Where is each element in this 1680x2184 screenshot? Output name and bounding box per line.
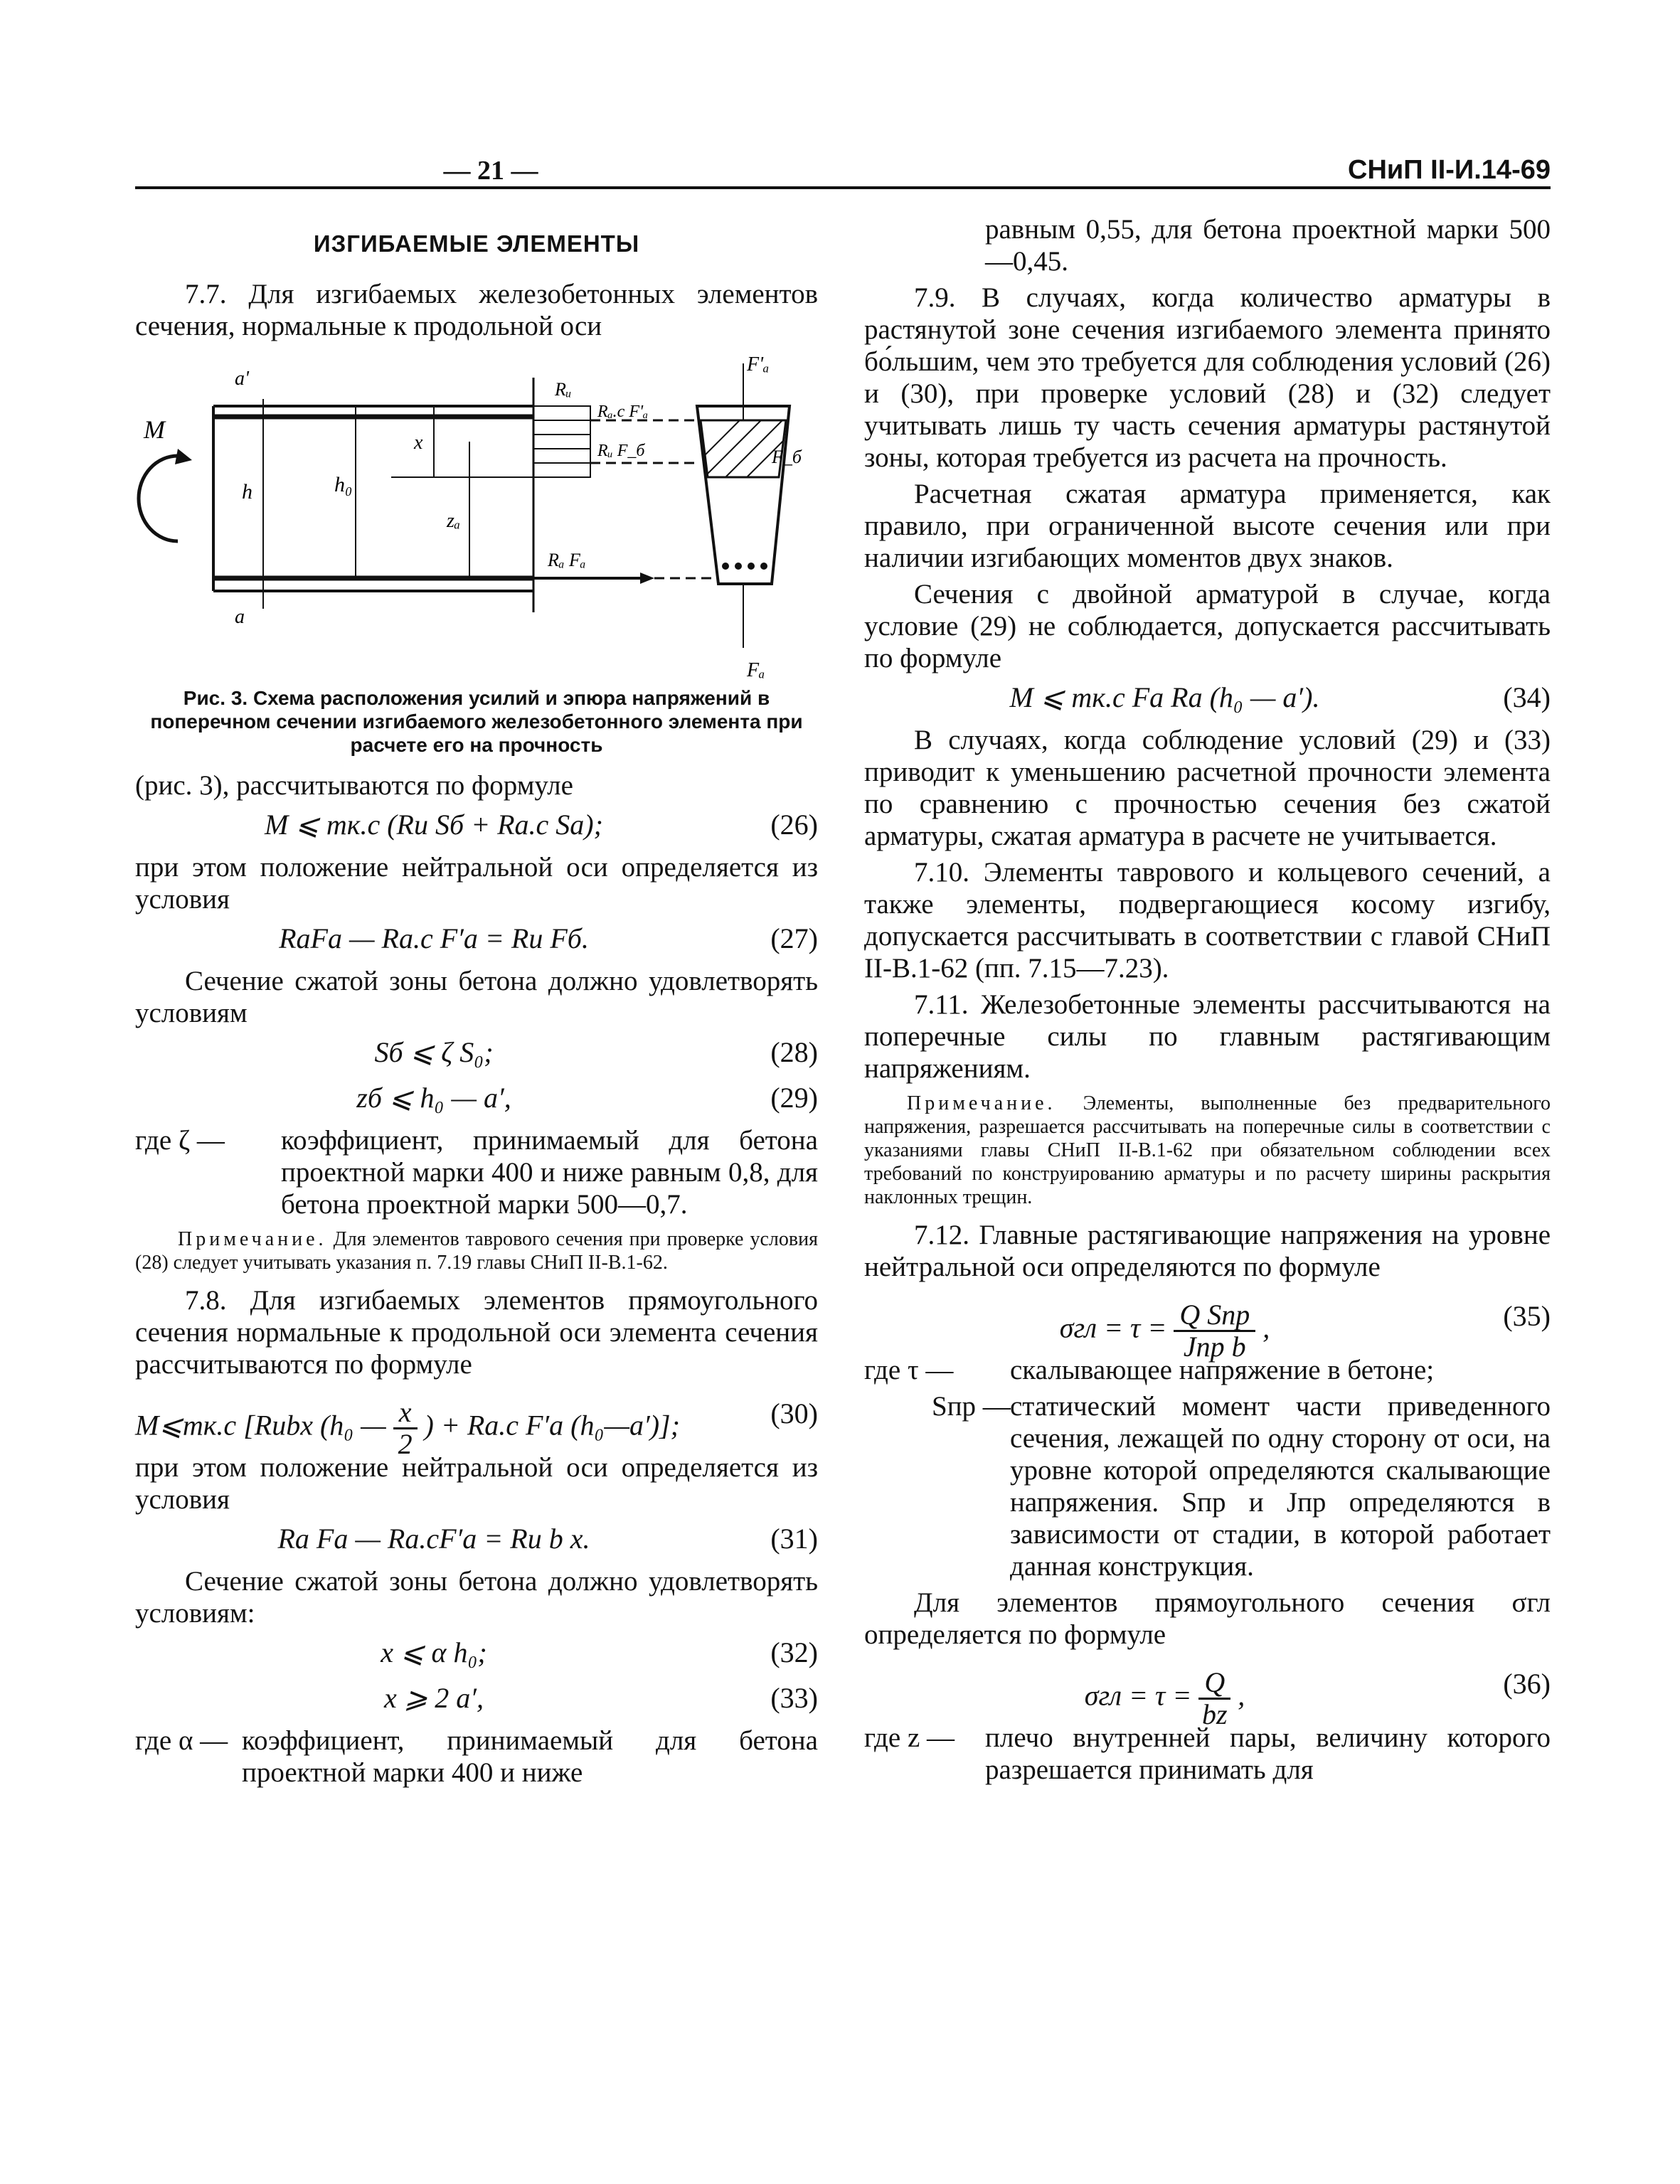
paragraph-7-10: 7.10. Элементы таврового и кольцевого сечений, а также элементы, подвергающиеся косому изгибу, допускается рассчитывать в соответствии с главой СНиП II-В.1-62 (пп. 7.15—7.23).	[864, 857, 1551, 984]
formula-36-tail: ,	[1238, 1679, 1245, 1712]
section-title: ИЗГИБАЕМЫЕ ЭЛЕМЕНТЫ	[313, 230, 640, 257]
label-fb: F_б	[772, 447, 802, 467]
formula-36-number: (36)	[1503, 1668, 1551, 1700]
formula-30-frac-bottom: 2	[398, 1428, 413, 1460]
formula-35-frac-bottom: Jпр b	[1183, 1331, 1246, 1363]
label-h: h	[242, 480, 252, 504]
formula-34	[864, 678, 1551, 718]
label-rufb: Rᵤ F_б	[597, 442, 645, 460]
formula-35-frac-top: Q Sпр	[1174, 1300, 1255, 1332]
right-column	[864, 213, 1551, 1790]
paragraph-zone-2: Сечение сжатой зоны бетона должно удовлетворять условиям:	[135, 1566, 818, 1629]
formula-26	[135, 806, 818, 846]
paragraph-cases: В случаях, когда соблюдение условий (29) и (33) приводит к уменьшению расчетной прочности элемента по сравнению с прочностью сечения без сжатой арматуры, сжатая арматура в расчете не учитывается.	[864, 725, 1551, 851]
where-alpha-label: где α —	[135, 1725, 228, 1756]
formula-29-expr: zб ⩽ h₀ — a′,	[356, 1082, 511, 1114]
formula-31	[135, 1520, 818, 1560]
formula-33	[135, 1679, 818, 1719]
formula-35-lhs: σгл = τ =	[1059, 1311, 1167, 1344]
formula-33-expr: x ⩾ 2 a′,	[383, 1682, 484, 1714]
paragraph-neutral-2: при этом положение нейтральной оси определяется из условия	[135, 1452, 818, 1515]
formula-27-number: (27)	[770, 922, 818, 954]
label-za: zₐ	[447, 510, 461, 532]
formula-27	[135, 920, 818, 959]
label-h0: h₀	[334, 473, 353, 496]
formula-34-number: (34)	[1503, 681, 1551, 713]
formula-36	[864, 1655, 1551, 1730]
formula-32-number: (32)	[770, 1636, 818, 1668]
label-m: M	[144, 415, 165, 444]
note-2	[864, 1092, 1551, 1209]
where-z-text: плечо внутренней пары, величину которого разрешается принимать для	[985, 1722, 1551, 1785]
paragraph-neutral: при этом положение нейтральной оси определяется из условия	[135, 852, 818, 915]
stress-diagram	[135, 349, 818, 683]
formula-29-number: (29)	[770, 1082, 818, 1114]
formula-30	[135, 1385, 818, 1460]
left-column	[135, 213, 818, 1793]
label-fa-bottom: Fₐ	[747, 659, 765, 681]
formula-28-expr: Sб ⩽ ζ S₀;	[374, 1036, 494, 1068]
formula-36-lhs: σгл = τ =	[1084, 1679, 1192, 1712]
where-tau-label: где τ —	[864, 1355, 954, 1385]
label-fa-top: F'ₐ	[747, 353, 770, 375]
label-a-top: a'	[235, 368, 249, 390]
compressed-zone	[533, 406, 590, 477]
formula-31-number: (31)	[770, 1523, 818, 1555]
formula-36-frac-top: Q	[1198, 1668, 1230, 1700]
note-1	[135, 1227, 818, 1274]
formula-36-fraction	[1198, 1668, 1230, 1730]
formula-30-fraction	[393, 1397, 418, 1459]
where-alpha-continued: равным 0,55, для бетона проектной марки 500—0,45.	[985, 214, 1551, 277]
note-1-text: Для элементов таврового сечения при проверке условия (28) следует учитывать указания п. 7.19 главы СНиП II-В.1-62.	[135, 1228, 818, 1274]
paragraph-7-9: 7.9. В случаях, когда количество арматуры в растянутой зоне сечения изгибаемого элемента принято бо́льшим, чем это требуется для соблюдения условий (26) и (30), при проверке условий (28) и (32) следует учитывать лишь ту часть сечения арматуры растянутой зоны, которая требуется из расчета на прочность.	[864, 282, 1551, 473]
formula-35	[864, 1287, 1551, 1363]
where-z	[864, 1722, 1551, 1786]
formula-35-number: (35)	[1503, 1300, 1551, 1332]
where-z-label: где z —	[864, 1722, 955, 1753]
page-number: — 21 —	[443, 156, 538, 186]
label-rafa: Rₐ Fₐ	[548, 550, 586, 570]
paragraph-7-11: 7.11. Железобетонные элементы рассчитываются на поперечные силы по главным растягивающим напряжениям.	[864, 989, 1551, 1084]
note-2-head: Примечание.	[907, 1092, 1056, 1114]
note-1-head: Примечание.	[178, 1228, 327, 1250]
formula-33-number: (33)	[770, 1682, 818, 1714]
formula-36-frac-bottom: bz	[1201, 1698, 1228, 1730]
label-racfa: Rₐ.c F'ₐ	[597, 403, 649, 421]
note-2-text: Элементы, выполненные без предварительного напряжения, разрешается рассчитывать на поперечные силы в соответствии с указаниями главы СНиП II-В.1-62 при обязательном соблюдении всех требований по конструированию арматуры и по расчету ширины раскрытия наклонных трещин.	[864, 1092, 1551, 1208]
where-zeta-text: коэффициент, принимаемый для бетона проектной марки 400 и ниже равным 0,8, для бетона проектной марки 500—0,7.	[281, 1125, 818, 1220]
formula-26-expr: M ⩽ mк.с (Rи Sб + Rа.с Sа);	[265, 809, 603, 841]
where-tau-text: скалывающее напряжение в бетоне;	[1010, 1355, 1435, 1385]
paragraph-double-rebar: Сечения с двойной арматурой в случае, когда условие (29) не соблюдается, допускается рассчитывать по формуле	[864, 579, 1551, 673]
paragraph-rect: Для элементов прямоугольного сечения σгл определяется по формуле	[864, 1587, 1551, 1650]
label-a-bottom: a	[235, 606, 245, 628]
paragraph-compressed-rebar: Расчетная сжатая арматура применяется, как правило, при ограниченной высоте сечения или при наличии изгибающих моментов двух знаков.	[864, 479, 1551, 573]
moment-arrowhead	[175, 449, 192, 464]
paragraph-zone: Сечение сжатой зоны бетона должно удовлетворять условиям	[135, 966, 818, 1028]
figure-3	[135, 349, 818, 683]
where-zeta-label: где ζ —	[135, 1125, 225, 1156]
where-s-text: статический момент части приведенного сечения, лежащей по одну сторону от оси, на уровне которой определяются скалывающие напряжения. Sпр и Jпр определяются в зависимости от стадии, в которой работает данная конструкция.	[1010, 1391, 1551, 1582]
figure-caption: Рис. 3. Схема расположения усилий и эпюра напряжений в поперечном сечении изгибаемого железобетонного элемента при расчете его на прочность	[150, 687, 803, 756]
paragraph-7-8: 7.8. Для изгибаемых элементов прямоугольного сечения нормальные к продольной оси элемента сечения рассчитываются по формуле	[135, 1285, 818, 1380]
cross-section	[697, 406, 790, 584]
formula-35-fraction	[1174, 1300, 1255, 1362]
formula-32-expr: x ⩽ α h₀;	[381, 1636, 487, 1668]
where-s-label: Sпр —	[932, 1391, 1011, 1422]
label-x: x	[414, 432, 423, 454]
where-alpha	[135, 1725, 818, 1789]
formula-27-expr: RаFа — Rа.с F′а = Rи Fб.	[279, 922, 589, 954]
where-zeta	[135, 1124, 818, 1220]
moment-arrow	[139, 456, 178, 541]
formula-31-expr: Rа Fа — Rа.сF′а = Rи b x.	[277, 1523, 590, 1555]
where-s	[864, 1390, 1551, 1582]
formula-32	[135, 1634, 818, 1673]
paragraph-7-12: 7.12. Главные растягивающие напряжения на уровне нейтральной оси определяются по формуле	[864, 1220, 1551, 1282]
formula-26-number: (26)	[770, 809, 818, 841]
formula-30-frac-top: x	[393, 1397, 418, 1429]
formula-34-expr: M ⩽ mк.с Fа Rа (h₀ — a′).	[1009, 681, 1320, 713]
label-ru: Rᵤ	[555, 379, 572, 400]
paragraph-calc: (рис. 3), рассчитываются по формуле	[135, 770, 573, 801]
formula-30-number: (30)	[770, 1397, 818, 1429]
page-header	[135, 149, 1551, 192]
formula-29	[135, 1079, 818, 1119]
formula-30-part-b: ) + Rа.с F′а (h₀—a′)];	[424, 1409, 680, 1442]
where-tau	[864, 1354, 1551, 1386]
formula-30-part-a: M⩽mк.с [Rиbx (h₀ —	[135, 1409, 386, 1442]
formula-28	[135, 1033, 818, 1073]
formula-35-tail: ,	[1262, 1311, 1270, 1344]
document-code: СНиП II-И.14-69	[1348, 155, 1551, 185]
paragraph-7-7: 7.7. Для изгибаемых железобетонных элементов сечения, нормальные к продольной оси	[135, 279, 818, 341]
where-alpha-text: коэффициент, принимаемый для бетона проектной марки 400 и ниже	[242, 1725, 818, 1788]
formula-28-number: (28)	[770, 1036, 818, 1068]
header-rule	[135, 186, 1551, 189]
